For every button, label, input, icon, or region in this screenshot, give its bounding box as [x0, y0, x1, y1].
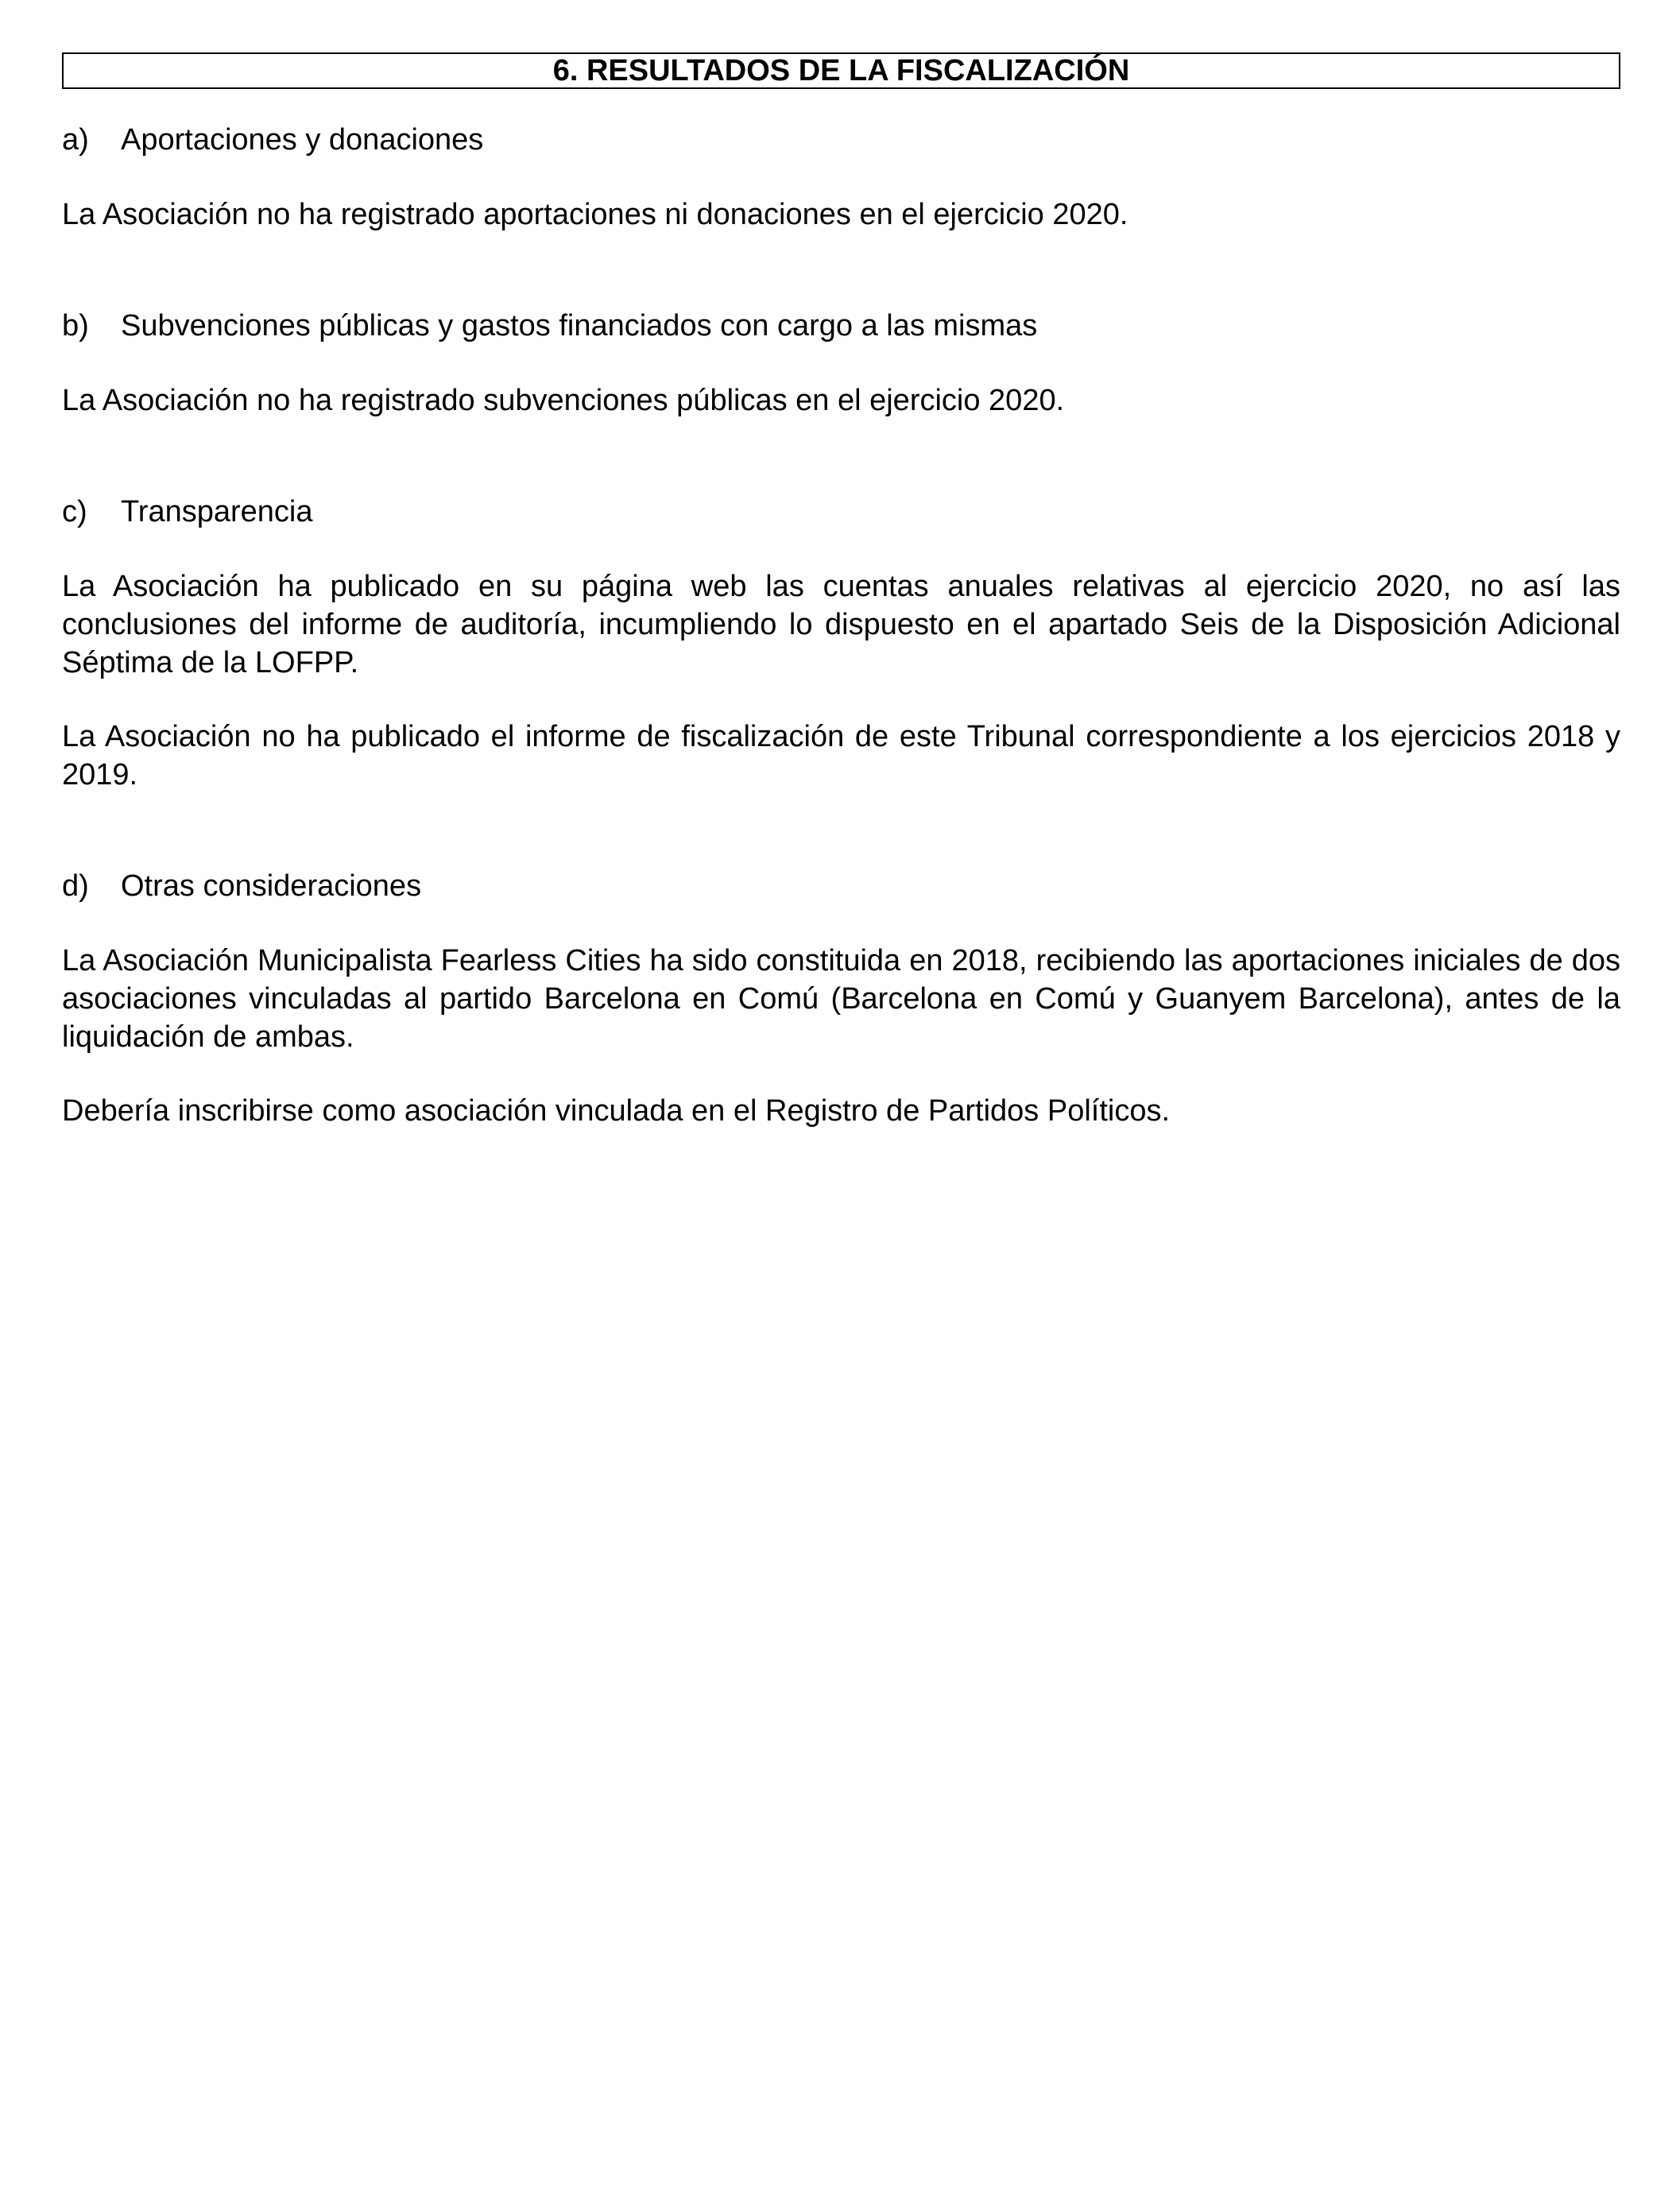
section-title: 6. RESULTADOS DE LA FISCALIZACIÓN — [62, 52, 1620, 89]
subsection-heading-a — [62, 121, 1620, 159]
subsection-title: Transparencia — [121, 495, 313, 528]
subsection-heading-c — [62, 493, 1620, 531]
subsection-title: Subvenciones públicas y gastos financiados con cargo a las mismas — [121, 309, 1038, 343]
paragraph: La Asociación no ha registrado subvenciones públicas en el ejercicio 2020. — [62, 384, 1065, 417]
paragraph: La Asociación no ha registrado aportaciones ni donaciones en el ejercicio 2020. — [62, 198, 1128, 231]
subsection-letter: b) — [62, 309, 89, 343]
subsection-title: Otras consideraciones — [121, 869, 422, 903]
paragraph: La Asociación Municipalista Fearless Cities ha sido constituida en 2018, recibiendo las aportaciones iniciales de dos asociaciones vinculadas al partido Barcelona en Comú (Barcelona en Comú y Guanyem Barcelona), antes de la liquidación de ambas. — [62, 944, 1620, 1054]
subsection-letter: d) — [62, 869, 89, 903]
subsection-letter: c) — [62, 495, 87, 528]
subsection-heading-b — [62, 307, 1620, 345]
paragraph: La Asociación ha publicado en su página web las cuentas anuales relativas al ejercicio 2020, no así las conclusiones del informe de auditoría, incumpliendo lo dispuesto en el apartado Seis de la Disposición Adicional Séptima de la LOFPP. — [62, 570, 1620, 679]
subsection-title: Aportaciones y donaciones — [121, 123, 484, 157]
subsection-heading-d — [62, 867, 1620, 905]
subsection-letter: a) — [62, 123, 89, 157]
paragraph: Debería inscribirse como asociación vinculada en el Registro de Partidos Políticos. — [62, 1094, 1171, 1128]
paragraph: La Asociación no ha publicado el informe de fiscalización de este Tribunal correspondiente a los ejercicios 2018 y 2019. — [62, 720, 1620, 791]
document-page — [62, 52, 1620, 1130]
